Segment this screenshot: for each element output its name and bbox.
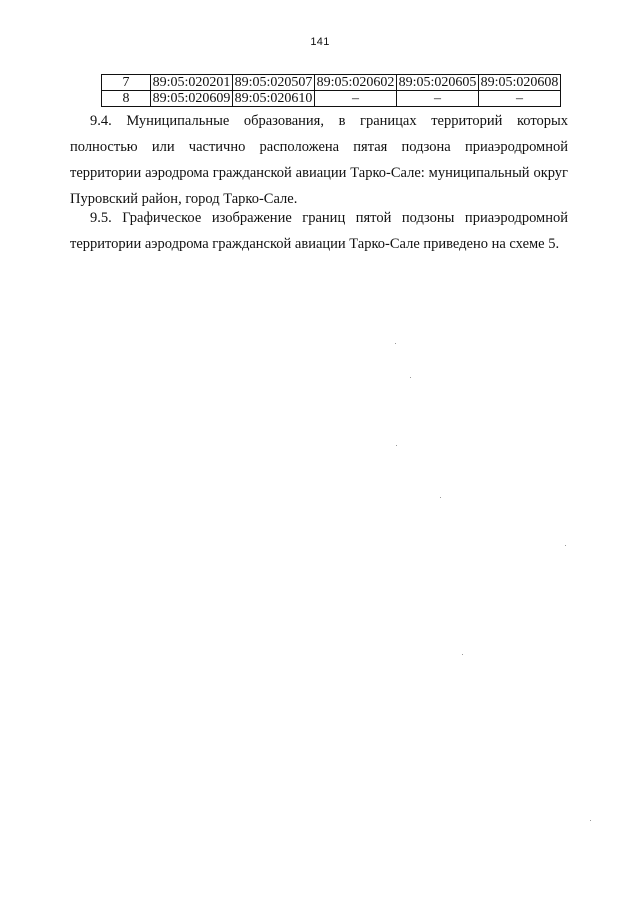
cadastral-code: 89:05:020507	[233, 75, 315, 91]
scan-speck	[590, 820, 591, 821]
paragraph-9-4: 9.4. Муниципальные образования, в границах территорий которых полностью или частично расположена пятая подзона приаэродромной территории аэродрома гражданской авиации Тарко-Сале: муниципальный округ Пуровский район, город Тарко-Сале.	[70, 113, 568, 207]
scan-speck	[410, 377, 411, 378]
table-row	[102, 75, 561, 91]
scan-speck	[565, 545, 566, 546]
scan-speck	[462, 654, 463, 655]
paragraph-9-5: 9.5. Графическое изображение границ пятой подзоны приаэродромной территории аэродрома гражданской авиации Тарко-Сале приведено на схеме 5.	[70, 210, 568, 252]
cadastral-code: –	[479, 91, 561, 107]
scan-speck	[396, 445, 397, 446]
cadastral-code: 89:05:020610	[233, 91, 315, 107]
table-row	[102, 91, 561, 107]
cadastral-table	[101, 74, 561, 107]
cadastral-code: –	[397, 91, 479, 107]
cadastral-code: 89:05:020605	[397, 75, 479, 91]
cadastral-code: –	[315, 91, 397, 107]
page-number: 141	[310, 36, 330, 48]
cadastral-code: 89:05:020602	[315, 75, 397, 91]
row-number: 8	[102, 91, 151, 107]
scan-speck	[395, 343, 396, 344]
cadastral-code: 89:05:020609	[151, 91, 233, 107]
row-number: 7	[102, 75, 151, 91]
scan-speck	[440, 497, 441, 498]
cadastral-code: 89:05:020608	[479, 75, 561, 91]
cadastral-code: 89:05:020201	[151, 75, 233, 91]
